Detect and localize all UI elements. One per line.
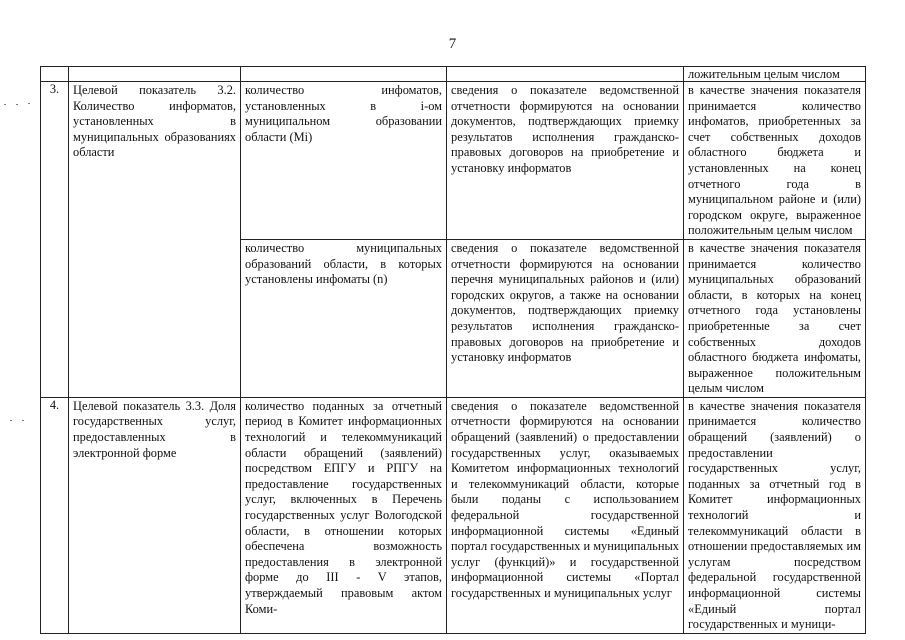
source-cell: сведения о показателе ведомственной отчетности формируются на основании документов, подтверждающих приемку результатов исполнения гражданско-правовых договоров на приобретение и установку информатов: [447, 82, 684, 240]
row-number: [41, 67, 69, 82]
method-cell: в качестве значения показателя принимается количество обращений (заявлений) о предоставлении государственных услуг, поданных за отчетный год в Комитет информационных технологий и телекоммуникаций области в отношении предоставляемых им услугам посредством федеральной государственной информационной системы «Единый портал государственных и муници-: [684, 397, 866, 633]
scan-mark: [10, 420, 12, 421]
indicators-table-container: [40, 66, 865, 634]
indicator-cell: Целевой показатель 3.3. Доля государственных услуг, предоставленных в электронной форме: [69, 397, 241, 633]
source-cell: сведения о показателе ведомственной отчетности формируются на основании перечня муниципальных районов и (или) городских округов, а также на основании документов, подтверждающих приемку результатов исполнения гражданско-правовых договоров на приобретение и установку информатов: [447, 239, 684, 397]
method-cell: в качестве значения показателя принимается количество инфоматов, приобретенных за счет собственных доходов областного бюджета и установленных на конец отчетного года в муниципальном районе и (или) городском округе, выраженное положительным целым числом: [684, 82, 866, 240]
scan-mark: [4, 104, 6, 105]
source-cell: сведения о показателе ведомственной отчетности формируются на основании обращений (заявлений) о предоставлении государственных услуг, оказываемых Комитетом информационных технологий и телекоммуникаций области, которые были поданы с использованием федеральной государственной информационной системы «Единый портал государственных и муниципальных услуг (функций)» и государственной информационной системы «Портал государственных и муниципальных услуг: [447, 397, 684, 633]
parameter-cell: количество инфоматов, установленных в i-ом муниципальном образовании области (Mi): [241, 82, 447, 240]
parameter-cell: [241, 67, 447, 82]
source-cell: [447, 67, 684, 82]
table-row-continuation: [41, 67, 866, 82]
parameter-cell: количество поданных за отчетный период в Комитет информационных технологий и телекоммуникаций области обращений (заявлений) посредством ЕПГУ и РПГУ на предоставление государственных услуг, включенных в Перечень государственных услуг Вологодской области, в отношении которых обеспечена возможность предоставления в электронной форме до III - V этапов, утверждаемый правовым актом Коми-: [241, 397, 447, 633]
table-row-3-1: [41, 82, 866, 240]
indicators-table: [40, 66, 866, 634]
indicator-cell: [69, 67, 241, 82]
method-cell: ложительным целым числом: [684, 67, 866, 82]
indicator-cell: Целевой показатель 3.2. Количество информатов, установленных в муниципальных образованиях области: [69, 82, 241, 398]
parameter-cell: количество муниципальных образований области, в которых установлены инфоматы (n): [241, 239, 447, 397]
row-number: 4.: [41, 397, 69, 633]
scan-mark: [28, 103, 30, 104]
method-cell: в качестве значения показателя принимается количество муниципальных образований области, в которых на конец отчетного года установлены приобретенные за счет собственных доходов областного бюджета инфоматы, выраженное положительным целым числом: [684, 239, 866, 397]
scan-mark: [22, 420, 24, 421]
table-row-4: [41, 397, 866, 633]
scan-mark: [16, 104, 18, 105]
page-number: 7: [448, 36, 457, 52]
row-number: 3.: [41, 82, 69, 398]
